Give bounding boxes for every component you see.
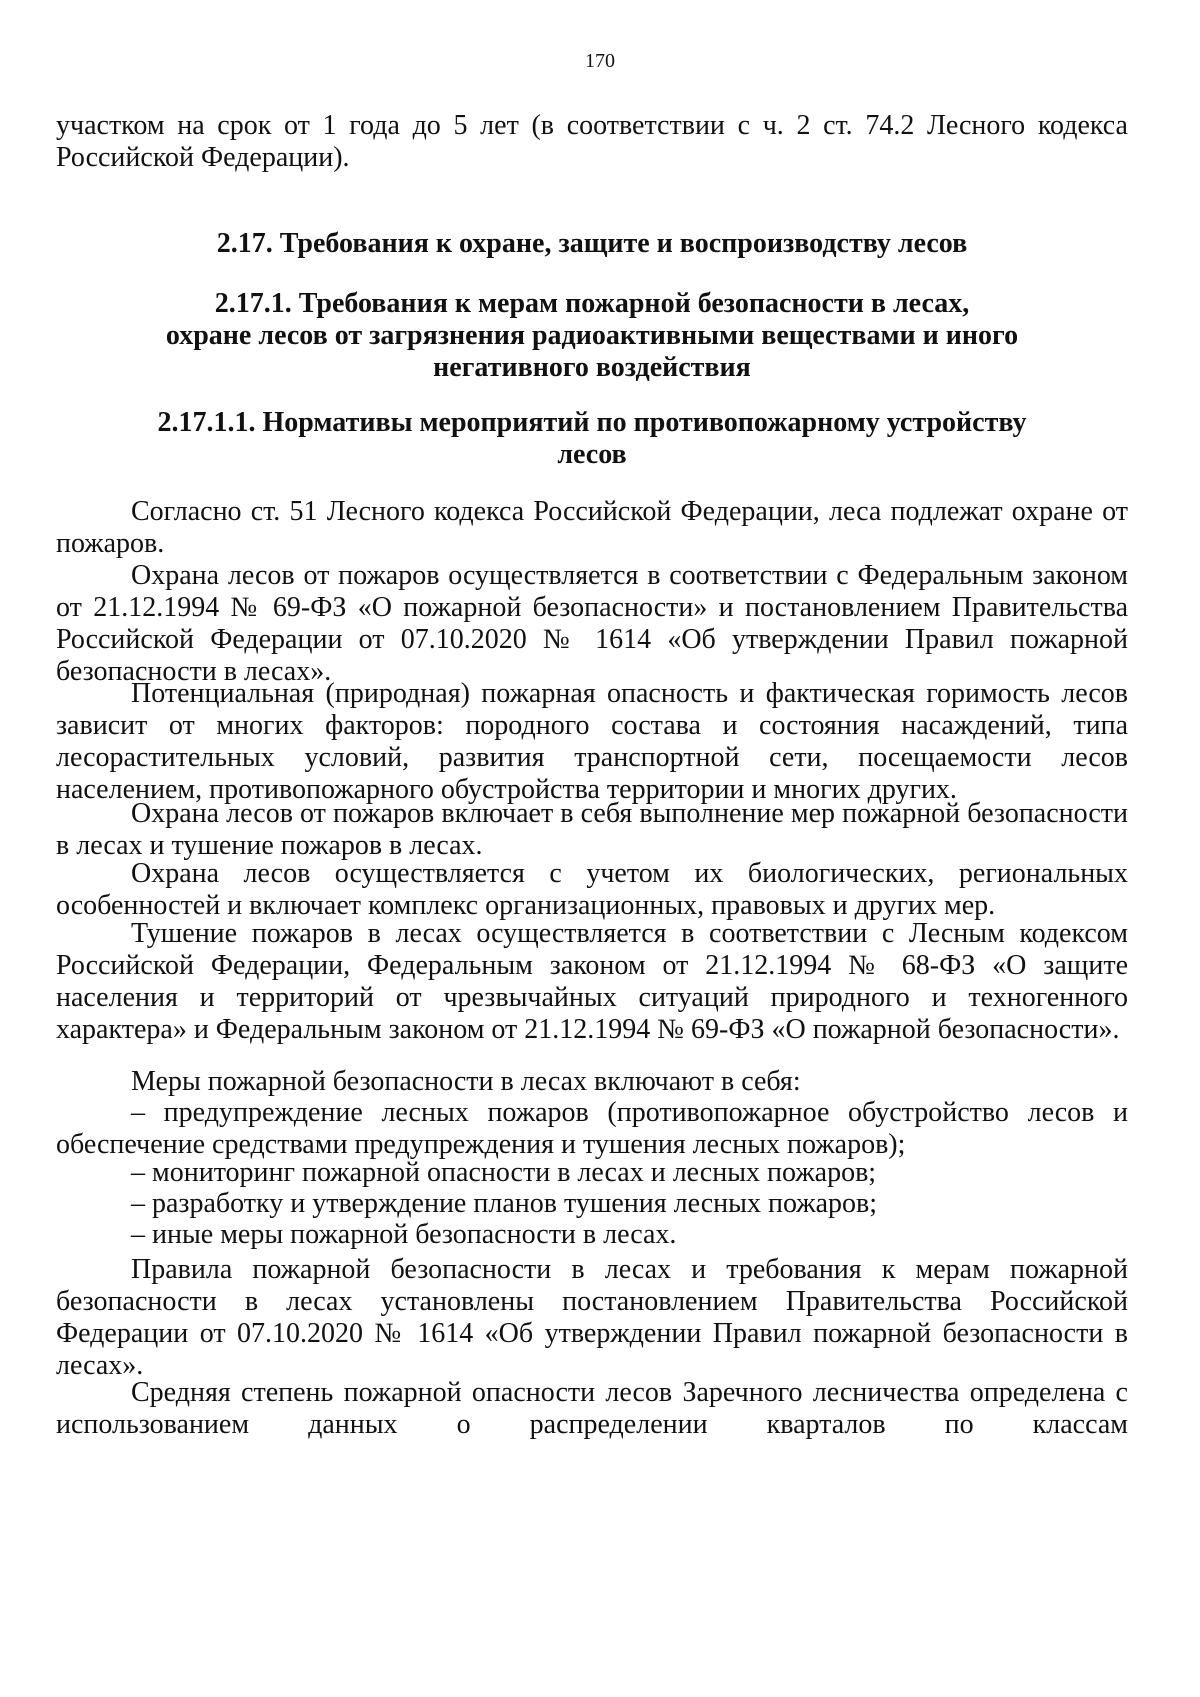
heading-line: 2.17.1.1. Нормативы мероприятий по противопожарному устройству	[157, 407, 1027, 438]
list-item-4: – иные меры пожарной безопасности в лесах.	[131, 1219, 677, 1250]
heading-line: охране лесов от загрязнения радиоактивными веществами и иного	[165, 320, 1019, 351]
section-heading-2-17: 2.17. Требования к охране, защите и воспроизводству лесов	[216, 228, 968, 259]
section-heading-2-17-1-1	[56, 407, 1128, 471]
paragraph-4: Охрана лесов от пожаров включает в себя выполнение мер пожарной безопасности в лесах и тушение пожаров в лесах.	[56, 798, 1128, 861]
intro-paragraph: участком на срок от 1 года до 5 лет (в соответствии с ч. 2 ст. 74.2 Лесного кодекса Российской Федерации).	[56, 110, 1128, 173]
paragraph-9: Средняя степень пожарной опасности лесов Заречного лесничества определена с использованием данных о распределении кварталов по классам	[56, 1377, 1128, 1440]
heading-line: 2.17.1. Требования к мерам пожарной безопасности в лесах,	[214, 288, 970, 319]
paragraph-8: Правила пожарной безопасности в лесах и требования к мерам пожарной безопасности в лесах установлены постановлением Правительства Российской Федерации от 07.10.2020 № 1614 «Об утверждении Правил пожарной безопасности в лесах».	[56, 1254, 1128, 1381]
section-heading-2-17-1	[56, 288, 1128, 384]
paragraph-1: Согласно ст. 51 Лесного кодекса Российской Федерации, леса подлежат охране от пожаров.	[56, 496, 1128, 559]
page-number: 170	[585, 50, 615, 72]
list-item-1: – предупреждение лесных пожаров (противопожарное обустройство лесов и обеспечение средствами предупреждения и тушения лесных пожаров);	[56, 1097, 1128, 1160]
paragraph-5: Охрана лесов осуществляется с учетом их биологических, региональных особенностей и включает комплекс организационных, правовых и других мер.	[56, 858, 1128, 921]
heading-line: лесов	[557, 439, 627, 470]
paragraph-7: Меры пожарной безопасности в лесах включают в себя:	[131, 1066, 801, 1097]
heading-line: негативного воздействия	[433, 352, 751, 383]
paragraph-3: Потенциальная (природная) пожарная опасность и фактическая горимость лесов зависит от многих факторов: породного состава и состояния насаждений, типа лесорастительных условий, развития транспортной сети, посещаемости лесов населением, противопожарного обустройства территории и многих других.	[56, 678, 1128, 805]
list-item-2: – мониторинг пожарной опасности в лесах и лесных пожаров;	[131, 1157, 877, 1188]
list-item-3: – разработку и утверждение планов тушения лесных пожаров;	[131, 1188, 878, 1219]
paragraph-6: Тушение пожаров в лесах осуществляется в соответствии с Лесным кодексом Российской Федерации, Федеральным законом от 21.12.1994 № 68-ФЗ «О защите населения и территорий от чрезвычайных ситуаций природного и техногенного характера» и Федеральным законом от 21.12.1994 № 69-ФЗ «О пожарной безопасности».	[56, 918, 1128, 1045]
paragraph-2: Охрана лесов от пожаров осуществляется в соответствии с Федеральным законом от 21.12.1994 № 69-ФЗ «О пожарной безопасности» и постановлением Правительства Российской Федерации от 07.10.2020 № 1614 «Об утверждении Правил пожарной безопасности в лесах».	[56, 560, 1128, 687]
